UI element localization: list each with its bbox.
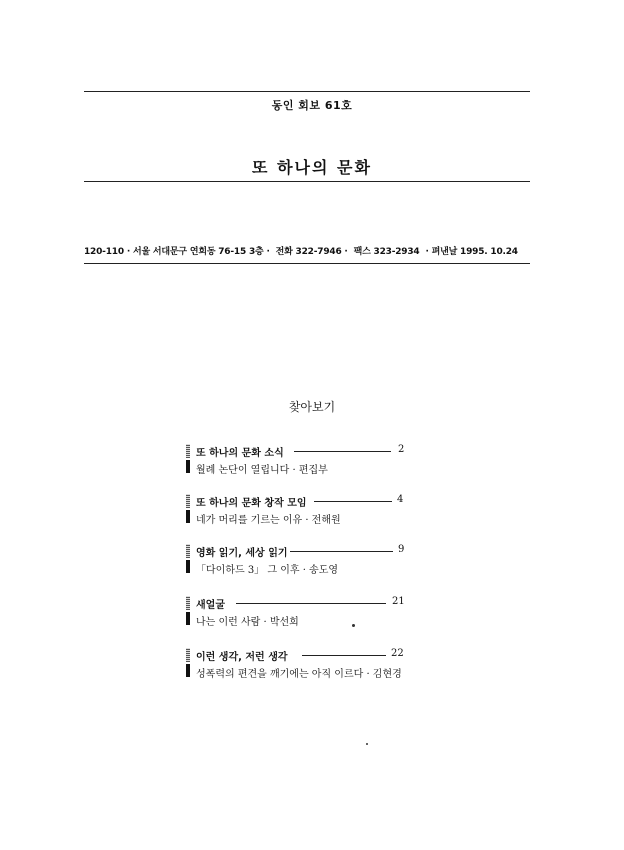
entry-marker <box>186 560 190 573</box>
entry-subtitle: 성폭력의 편견을 깨기에는 아직 이르다 · 김현경 <box>196 669 402 680</box>
leader-line <box>294 451 391 452</box>
toc-entry <box>186 544 404 576</box>
entry-subtitle: 「다이하드 3」 그 이후 · 송도영 <box>196 565 339 576</box>
address-fax: 팩스 323-2934 <box>353 247 420 257</box>
address-rule <box>84 263 530 264</box>
entry-title: 새얼굴 <box>196 600 225 611</box>
entry-title: 또 하나의 문화 창작 모임 <box>196 498 307 509</box>
entry-marker <box>186 612 190 625</box>
top-rule <box>84 91 530 92</box>
newsletter-title: 또 하나의 문화 <box>252 158 372 177</box>
issue-number: 동인 회보 61호 <box>271 99 353 112</box>
entry-marker <box>186 648 190 662</box>
entry-marker <box>186 664 190 677</box>
entry-marker <box>186 596 190 610</box>
entry-marker <box>186 510 190 523</box>
leader-line <box>314 501 392 502</box>
entry-subtitle: 나는 이런 사람 · 박선희 <box>196 617 299 628</box>
entry-page: 4 <box>397 494 404 505</box>
entry-marker <box>186 494 190 508</box>
leader-line <box>236 603 386 604</box>
scan-speck <box>366 743 368 745</box>
entry-title: 이런 생각, 저런 생각 <box>196 652 288 663</box>
toc-entry <box>186 494 404 526</box>
entry-subtitle: 네가 머리를 기르는 이유 · 전해원 <box>196 515 341 526</box>
address-date: · 펴낸날 1995. 10.24 <box>425 247 518 257</box>
address-phone: 전화 322-7946 · <box>275 247 348 257</box>
entry-title: 영화 읽기, 세상 읽기 <box>196 548 288 559</box>
entry-page: 9 <box>398 544 405 555</box>
toc-entry <box>186 444 404 476</box>
entry-subtitle: 월례 논단이 열립니다 · 편집부 <box>196 465 328 476</box>
title-rule <box>84 181 530 182</box>
entry-marker <box>186 460 190 473</box>
leader-line <box>290 551 393 552</box>
leader-line <box>302 655 386 656</box>
entry-marker <box>186 544 190 558</box>
entry-title: 또 하나의 문화 소식 <box>196 448 284 459</box>
entry-marker <box>186 444 190 458</box>
entry-page: 2 <box>398 444 405 455</box>
address-street: 120-110 · 서울 서대문구 연희동 76-15 3층 · <box>84 247 270 257</box>
entry-page: 22 <box>391 648 404 659</box>
entry-page: 21 <box>392 596 405 607</box>
toc-entry <box>186 648 404 680</box>
address-line <box>84 244 530 257</box>
toc-entry <box>186 596 404 628</box>
scan-speck <box>352 624 355 627</box>
toc-heading: 찾아보기 <box>288 400 336 414</box>
